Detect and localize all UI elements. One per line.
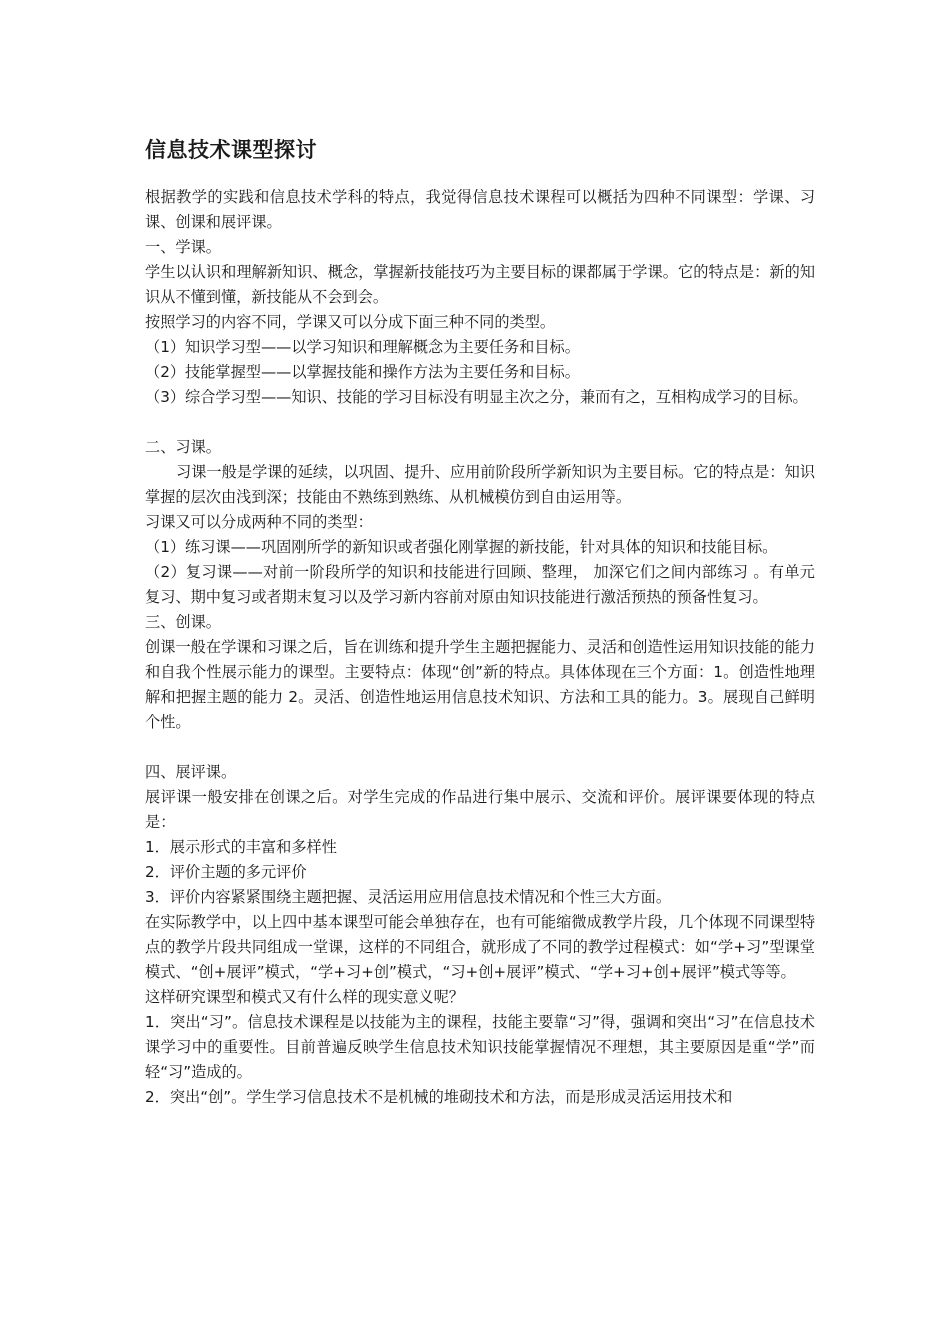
list-item: 1．突出“习”。信息技术课程是以技能为主的课程，技能主要靠“习”得，强调和突出“习”在信息技术课学习中的重要性。目前普遍反映学生信息技术知识技能掌握情况不理想，其主要原因是重“学”而轻“习”造成的。 <box>145 1013 815 1081</box>
section-heading-3: 三、创课。 <box>145 613 221 631</box>
document-title: 信息技术课型探讨 <box>145 138 317 162</box>
paragraph: 习课一般是学课的延续，以巩固、提升、应用前阶段所学新知识为主要目标。它的特点是：知识掌握的层次由浅到深；技能由不熟练到熟练、从机械模仿到自由运用等。 <box>145 463 815 506</box>
document-body <box>145 185 815 1110</box>
paragraph: 创课一般在学课和习课之后，旨在训练和提升学生主题把握能力、灵活和创造性运用知识技能的能力和自我个性展示能力的课型。主要特点：体现“创”新的特点。具体体现在三个方面：1。创造性地理解和把握主题的能力 2。灵活、创造性地运用信息技术知识、方法和工具的能力。3。展现自己鲜明个性。 <box>145 638 815 731</box>
list-item: （1）练习课——巩固刚所学的新知识或者强化刚掌握的新技能，针对具体的知识和技能目标。 <box>145 538 778 556</box>
list-item: （3）综合学习型——知识、技能的学习目标没有明显主次之分，兼而有之，互相构成学习的目标。 <box>145 388 808 406</box>
paragraph: 习课又可以分成两种不同的类型： <box>145 513 373 531</box>
paragraph: 按照学习的内容不同，学课又可以分成下面三种不同的类型。 <box>145 313 556 331</box>
section-heading-1: 一、学课。 <box>145 238 221 256</box>
list-item: 2．突出“创”。学生学习信息技术不是机械的堆砌技术和方法，而是形成灵活运用技术和 <box>145 1088 733 1106</box>
document-page <box>145 134 815 1110</box>
paragraph: 这样研究课型和模式又有什么样的现实意义呢？ <box>145 988 464 1006</box>
list-item: 1．展示形式的丰富和多样性 <box>145 838 337 856</box>
list-item: 3．评价内容紧紧围绕主题把握、灵活运用应用信息技术情况和个性三大方面。 <box>145 888 672 906</box>
paragraph: 在实际教学中，以上四中基本课型可能会单独存在，也有可能缩微成教学片段，几个体现不同课型特点的教学片段共同组成一堂课，这样的不同组合，就形成了不同的教学过程模式：如“学+习”型课堂模式、“创+展评”模式，“学+习+创”模式，“习+创+展评”模式、“学+习+创+展评”模式等等。 <box>145 913 815 981</box>
intro-paragraph: 根据教学的实践和信息技术学科的特点，我觉得信息技术课程可以概括为四种不同课型：学课、习课、创课和展评课。 <box>145 188 815 231</box>
list-item: （1）知识学习型——以学习知识和理解概念为主要任务和目标。 <box>145 338 580 356</box>
blank-line <box>145 735 815 760</box>
paragraph: 学生以认识和理解新知识、概念，掌握新技能技巧为主要目标的课都属于学课。它的特点是：新的知识从不懂到懂，新技能从不会到会。 <box>145 263 815 306</box>
list-item: （2）技能掌握型——以掌握技能和操作方法为主要任务和目标。 <box>145 363 580 381</box>
section-heading-4: 四、展评课。 <box>145 763 237 781</box>
section-heading-2: 二、习课。 <box>145 438 221 456</box>
list-item: 2．评价主题的多元评价 <box>145 863 307 881</box>
list-item: （2）复习课——对前一阶段所学的知识和技能进行回顾、整理， 加深它们之间内部练习 。有单元复习、期中复习或者期末复习以及学习新内容前对原由知识技能进行激活预热的预备性复习。 <box>145 563 815 606</box>
paragraph: 展评课一般安排在创课之后。对学生完成的作品进行集中展示、交流和评价。展评课要体现的特点是： <box>145 788 815 831</box>
blank-line <box>145 410 815 435</box>
